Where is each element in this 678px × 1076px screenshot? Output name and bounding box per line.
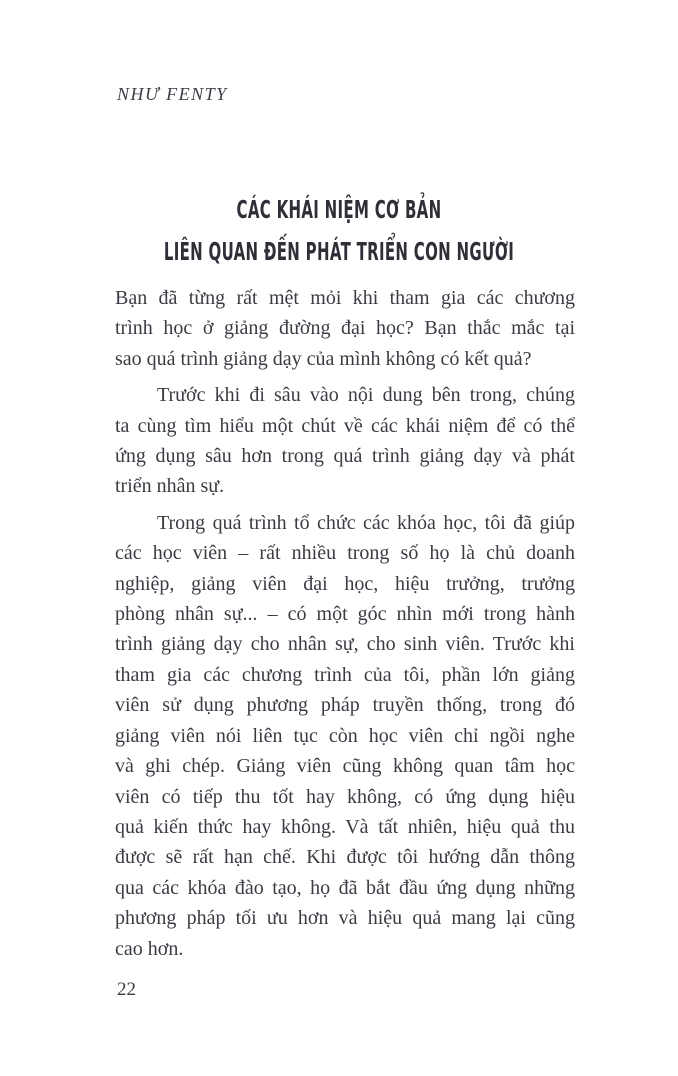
text-line: ta cùng tìm hiểu một chút về các khái niệm để có thể: [115, 414, 575, 437]
text-line: Trong quá trình tổ chức các khóa học, tôi đã giúp: [157, 511, 575, 534]
text-line: quả kiến thức hay không. Và tất nhiên, hiệu quả thu: [115, 815, 575, 838]
paragraph: [115, 380, 575, 502]
body-text: [115, 283, 575, 964]
text-line: phòng nhân sự... – có một góc nhìn mới trong hành: [115, 603, 575, 626]
text-line: phương pháp tối ưu hơn và hiệu quả mang lại cũng: [115, 907, 575, 930]
text-line: sao quá trình giảng dạy của mình không có kết quả?: [115, 347, 532, 370]
chapter-title-line-2: LIÊN QUAN ĐẾN PHÁT TRIỂN CON NGƯỜI: [163, 237, 515, 266]
text-line: các học viên – rất nhiều trong số họ là chủ doanh: [115, 542, 575, 565]
paragraph: [115, 283, 575, 374]
page-number: 22: [117, 979, 136, 1000]
text-line: cao hơn.: [115, 937, 184, 960]
chapter-title: [0, 189, 678, 273]
chapter-title-line-1: CÁC KHÁI NIỆM CƠ BẢN: [236, 195, 442, 224]
text-line: viên có tiếp thu tốt hay không, có ứng dụng hiệu: [115, 785, 575, 808]
text-line: giảng viên nói liên tục còn học viên chỉ ngồi nghe: [115, 724, 575, 747]
text-line: viên sử dụng phương pháp truyền thống, trong đó: [115, 694, 575, 717]
text-line: trình học ở giảng đường đại học? Bạn thắc mắc tại: [115, 317, 575, 340]
paragraph: [115, 508, 575, 964]
text-line: nghiệp, giảng viên đại học, hiệu trưởng, trưởng: [115, 572, 575, 595]
text-line: được sẽ rất hạn chế. Khi được tôi hướng dẫn thông: [115, 846, 575, 869]
text-line: triển nhân sự.: [115, 475, 225, 498]
text-line: trình giảng dạy cho nhân sự, cho sinh viên. Trước khi: [115, 633, 575, 656]
running-header: NHƯ FENTY: [117, 84, 228, 104]
text-line: qua các khóa đào tạo, họ đã bắt đầu ứng dụng những: [115, 876, 575, 899]
text-line: tham gia các chương trình của tôi, phần lớn giảng: [115, 663, 575, 686]
text-line: và ghi chép. Giảng viên cũng không quan tâm học: [115, 755, 575, 778]
text-line: Trước khi đi sâu vào nội dung bên trong, chúng: [157, 384, 575, 407]
text-line: ứng dụng sâu hơn trong quá trình giảng dạy và phát: [115, 445, 575, 468]
text-line: Bạn đã từng rất mệt mỏi khi tham gia các chương: [115, 287, 575, 309]
